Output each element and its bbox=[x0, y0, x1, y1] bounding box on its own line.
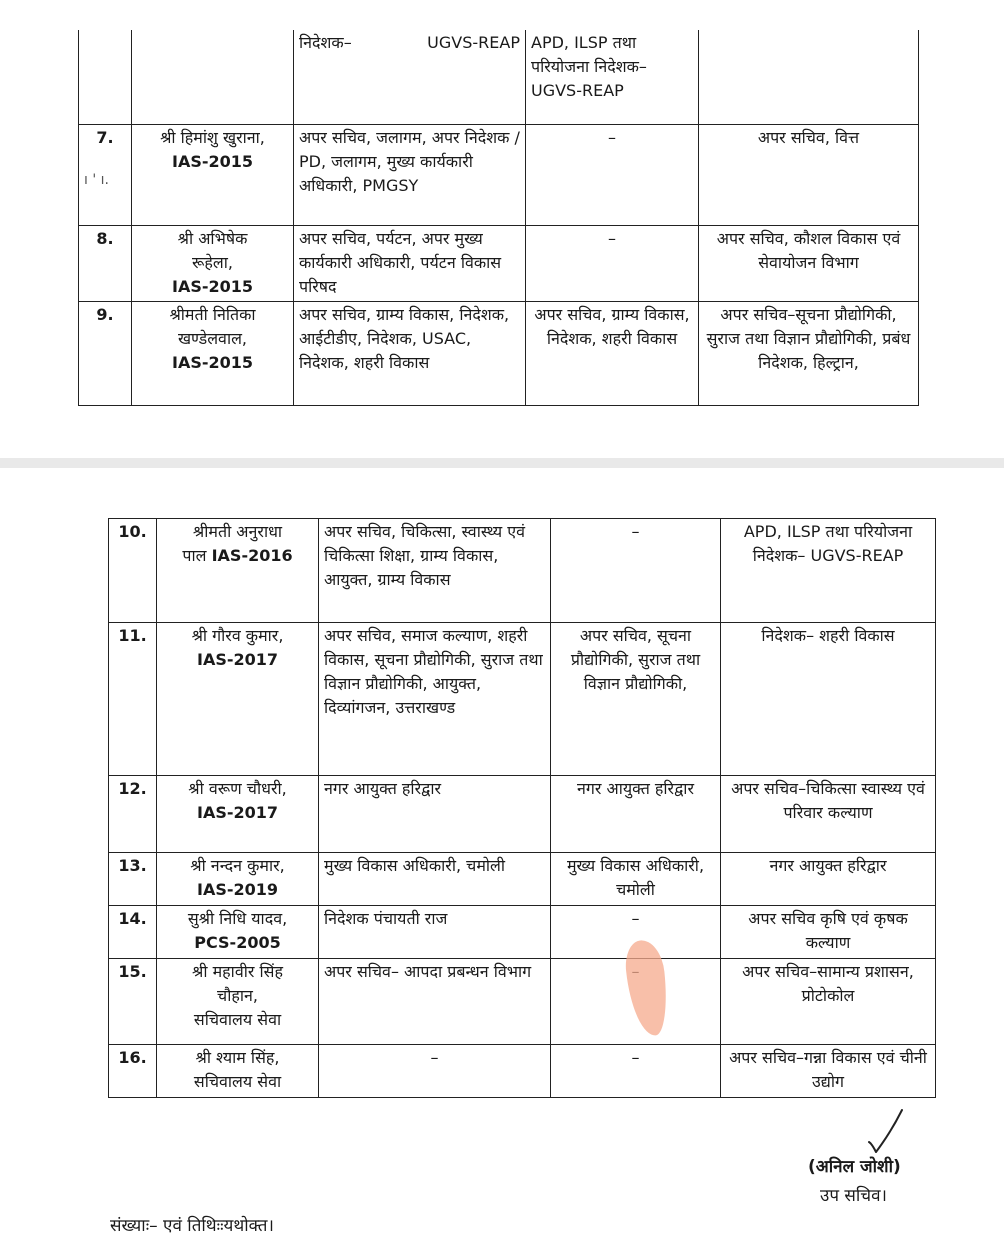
new-posting-cell: निदेशक– शहरी विकास bbox=[721, 623, 936, 776]
table-row bbox=[109, 776, 936, 853]
table-row bbox=[109, 959, 936, 1045]
officer-name: श्री नन्दन कुमार, bbox=[190, 856, 285, 875]
table-row bbox=[109, 906, 936, 959]
table-row bbox=[79, 30, 919, 124]
current-posting-cell bbox=[319, 959, 551, 1045]
table-row bbox=[109, 623, 936, 776]
officer-name: सचिवालय सेवा bbox=[193, 1010, 282, 1029]
serial-number: 9. bbox=[79, 301, 132, 405]
serial-number: 11. bbox=[109, 623, 157, 776]
officer-name: खण्डेलवाल, bbox=[177, 328, 248, 348]
table-row bbox=[109, 519, 936, 623]
new-posting-cell: अपर सचिव–चिकित्सा स्वास्थ्य एवं परिवार कल्याण bbox=[721, 776, 936, 853]
current-posting-text: अपर सचिव, समाज कल्याण, शहरी विकास, सूचना प्रौद्योगिकी, सुराज तथा विज्ञान प्रौद्योगिकी, आयुक्त, दिव्यांगजन, उत्तराखण्ड bbox=[324, 626, 543, 717]
relieved-posting-text: APD, ILSP तथा परियोजना निदेशक– UGVS-REAP bbox=[531, 33, 647, 100]
officer-service: IAS-2015 bbox=[171, 276, 254, 296]
relieved-posting-cell: मुख्य विकास अधिकारी, चमोली bbox=[551, 853, 721, 906]
officer-name: श्री श्याम सिंह, bbox=[195, 1048, 280, 1067]
officer-allocation-table-part-1 bbox=[78, 30, 919, 406]
relieved-posting-cell bbox=[526, 30, 699, 124]
officer-name: श्री वरूण चौधरी, bbox=[188, 779, 287, 798]
officer-name-cell bbox=[157, 906, 319, 959]
officer-service: IAS-2016 bbox=[211, 546, 293, 565]
officer-name: रूहेला, bbox=[191, 252, 233, 272]
officer-name: श्री गौरव कुमार, bbox=[191, 626, 284, 645]
current-posting-text: अपर सचिव, चिकित्सा, स्वास्थ्य एवं चिकित्सा शिक्षा, ग्राम्य विकास, आयुक्त, ग्राम्य विकास bbox=[324, 522, 526, 589]
officer-name-cell bbox=[132, 30, 294, 124]
table-row bbox=[79, 301, 919, 405]
officer-name: श्री अभिषेक bbox=[177, 228, 248, 248]
serial-number: 7. bbox=[79, 124, 132, 225]
current-posting-cell bbox=[319, 906, 551, 959]
current-posting-cell bbox=[319, 623, 551, 776]
serial-number: 12. bbox=[109, 776, 157, 853]
relieved-posting-cell: अपर सचिव, सूचना प्रौद्योगिकी, सुराज तथा विज्ञान प्रौद्योगिकी, bbox=[551, 623, 721, 776]
page-top-margin bbox=[0, 0, 1004, 30]
new-posting-cell: APD, ILSP तथा परियोजना निदेशक– UGVS-REAP bbox=[721, 519, 936, 623]
table-row bbox=[109, 853, 936, 906]
serial-number: 10. bbox=[109, 519, 157, 623]
current-posting-text: निदेशक– UGVS-REAP bbox=[299, 33, 520, 52]
new-posting-cell: नगर आयुक्त हरिद्वार bbox=[721, 853, 936, 906]
officer-service: IAS-2017 bbox=[196, 650, 279, 669]
serial-number: 8. bbox=[79, 225, 132, 301]
new-posting-cell: अपर सचिव–गन्ना विकास एवं चीनी उद्योग bbox=[721, 1045, 936, 1098]
officer-service: IAS-2017 bbox=[196, 803, 279, 822]
new-posting-cell: अपर सचिव कृषि एवं कृषक कल्याण bbox=[721, 906, 936, 959]
officer-name: श्री महावीर सिंह bbox=[192, 962, 283, 981]
officer-name: श्रीमती नितिका bbox=[169, 304, 256, 324]
officer-name-cell bbox=[157, 853, 319, 906]
new-posting-cell: अपर सचिव, कौशल विकास एवं सेवायोजन विभाग bbox=[699, 225, 919, 301]
serial-number bbox=[79, 30, 132, 124]
officer-name: चौहान, bbox=[217, 986, 258, 1005]
serial-number: 15. bbox=[109, 959, 157, 1045]
officer-name: श्री हिमांशु खुराना, bbox=[160, 127, 265, 147]
current-posting-cell bbox=[319, 519, 551, 623]
serial-number: 13. bbox=[109, 853, 157, 906]
current-posting-text: अपर सचिव, जलागम, अपर निदेशक / PD, जलागम, मुख्य कार्यकारी अधिकारी, PMGSY bbox=[299, 127, 520, 195]
officer-name-cell bbox=[132, 301, 294, 405]
current-posting-text: निदेशक पंचायती राज bbox=[324, 909, 448, 928]
current-posting-cell bbox=[294, 225, 526, 301]
relieved-posting-cell: अपर सचिव, ग्राम्य विकास, निदेशक, शहरी विकास bbox=[526, 301, 699, 405]
officer-name: सचिवालय सेवा bbox=[193, 1072, 282, 1091]
relieved-posting-cell: नगर आयुक्त हरिद्वार bbox=[551, 776, 721, 853]
table-row bbox=[79, 124, 919, 225]
officer-name-cell bbox=[132, 225, 294, 301]
current-posting-text: मुख्य विकास अधिकारी, चमोली bbox=[324, 856, 506, 875]
signatory-designation: उप सचिव। bbox=[820, 1186, 887, 1206]
serial-number: 16. bbox=[109, 1045, 157, 1098]
page-separator bbox=[0, 458, 1004, 468]
officer-service: IAS-2015 bbox=[171, 151, 254, 171]
current-posting-text: अपर सचिव, पर्यटन, अपर मुख्य कार्यकारी अधिकारी, पर्यटन विकास परिषद bbox=[299, 228, 502, 296]
officer-service: IAS-2019 bbox=[196, 880, 279, 899]
current-posting-cell bbox=[294, 124, 526, 225]
current-posting-text: नगर आयुक्त हरिद्वार bbox=[324, 779, 442, 798]
serial-number: 14. bbox=[109, 906, 157, 959]
current-posting-text: अपर सचिव, ग्राम्य विकास, निदेशक, आईटीडीए, निदेशक, USAC, निदेशक, शहरी विकास bbox=[299, 304, 510, 372]
signatory-name: (अनिल जोशी) bbox=[808, 1157, 901, 1177]
margin-marks: ı ' ı. bbox=[84, 172, 109, 188]
current-posting-cell bbox=[319, 776, 551, 853]
table-row bbox=[79, 225, 919, 301]
current-posting-cell: – bbox=[319, 1045, 551, 1098]
officer-name-cell bbox=[132, 124, 294, 225]
current-posting-cell bbox=[319, 853, 551, 906]
officer-name: पाल bbox=[182, 546, 207, 565]
new-posting-cell bbox=[699, 30, 919, 124]
table-row bbox=[109, 1045, 936, 1098]
officer-name: सुश्री निधि यादव, bbox=[187, 909, 288, 928]
relieved-posting-cell: – bbox=[526, 124, 699, 225]
officer-name-cell bbox=[157, 1045, 319, 1098]
relieved-posting-cell: – bbox=[551, 519, 721, 623]
reference-line: संख्याः– एवं तिथिःःयथोक्त। bbox=[110, 1216, 274, 1236]
officer-name-cell bbox=[157, 623, 319, 776]
new-posting-cell: अपर सचिव–सामान्य प्रशासन, प्रोटोकोल bbox=[721, 959, 936, 1045]
current-posting-text: अपर सचिव– आपदा प्रबन्धन विभाग bbox=[324, 962, 532, 981]
signature-mark bbox=[866, 1108, 906, 1158]
relieved-posting-cell: – bbox=[526, 225, 699, 301]
relieved-posting-cell: – bbox=[551, 906, 721, 959]
officer-service: IAS-2015 bbox=[171, 352, 254, 372]
new-posting-cell: अपर सचिव–सूचना प्रौद्योगिकी, सुराज तथा विज्ञान प्रौद्योगिकी, प्रबंध निदेशक, हिल्ट्रान, bbox=[699, 301, 919, 405]
officer-name: श्रीमती अनुराधा bbox=[192, 522, 283, 541]
new-posting-cell: अपर सचिव, वित्त bbox=[699, 124, 919, 225]
officer-name-cell bbox=[157, 959, 319, 1045]
officer-service: PCS-2005 bbox=[194, 933, 281, 952]
relieved-posting-cell: – bbox=[551, 1045, 721, 1098]
current-posting-cell bbox=[294, 301, 526, 405]
officer-allocation-table-part-2 bbox=[108, 518, 936, 1098]
officer-name-cell bbox=[157, 776, 319, 853]
officer-name-cell bbox=[157, 519, 319, 623]
current-posting-cell bbox=[294, 30, 526, 124]
